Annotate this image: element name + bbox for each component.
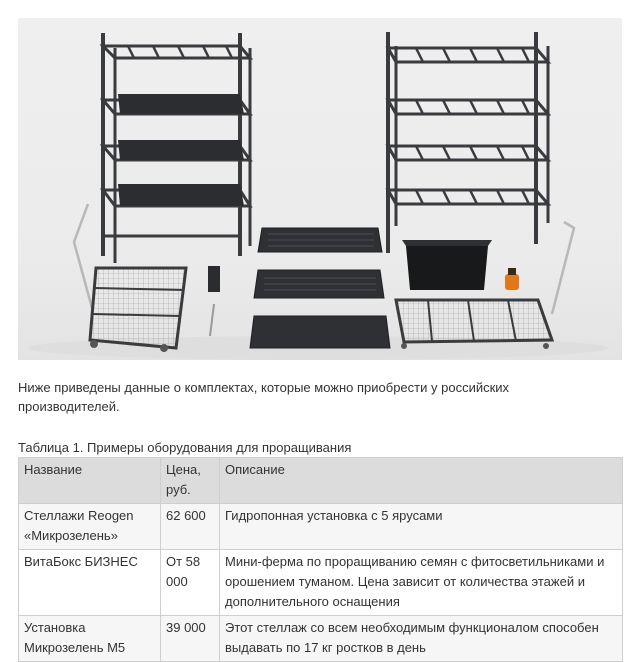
equipment-table: [18, 457, 623, 662]
left-cart: [74, 204, 186, 352]
cell-name: ВитаБокс БИЗНЕС: [19, 550, 161, 616]
table-caption: Таблица 1. Примеры оборудования для проращивания: [18, 440, 352, 455]
header-price: Цена, руб.: [161, 458, 220, 504]
reservoir: [402, 240, 492, 290]
left-rack-trays: [118, 94, 244, 206]
table-row: [19, 550, 623, 616]
cell-description: Мини-ферма по проращиванию семян с фитосветильниками и орошением туманом. Цена зависит от количества этажей и дополнительного оснащения: [220, 550, 623, 616]
equipment-photo: [18, 18, 622, 360]
table-row: [19, 504, 623, 550]
rod-part: [210, 304, 214, 336]
intro-paragraph: Ниже приведены данные о комплектах, которые можно приобрести у российских производителей.: [18, 380, 510, 414]
cell-price: 62 600: [161, 504, 220, 550]
cell-description: Этот стеллаж со всем необходимым функционалом способен выдавать по 17 кг ростков в день: [220, 616, 623, 662]
cell-price: От 58 000: [161, 550, 220, 616]
pump: [505, 268, 519, 290]
table-header-row: [19, 458, 623, 504]
header-description: Описание: [220, 458, 623, 504]
fan-part: [208, 266, 220, 292]
cell-description: Гидропонная установка с 5 ярусами: [220, 504, 623, 550]
cell-name: Установка Микрозелень М5: [19, 616, 161, 662]
equipment-illustration: [18, 18, 622, 360]
cell-price: 39 000: [161, 616, 220, 662]
table-row: [19, 616, 623, 662]
right-rack: [388, 32, 548, 253]
cell-name: Стеллажи Reogen «Микрозелень»: [19, 504, 161, 550]
header-name: Название: [19, 458, 161, 504]
